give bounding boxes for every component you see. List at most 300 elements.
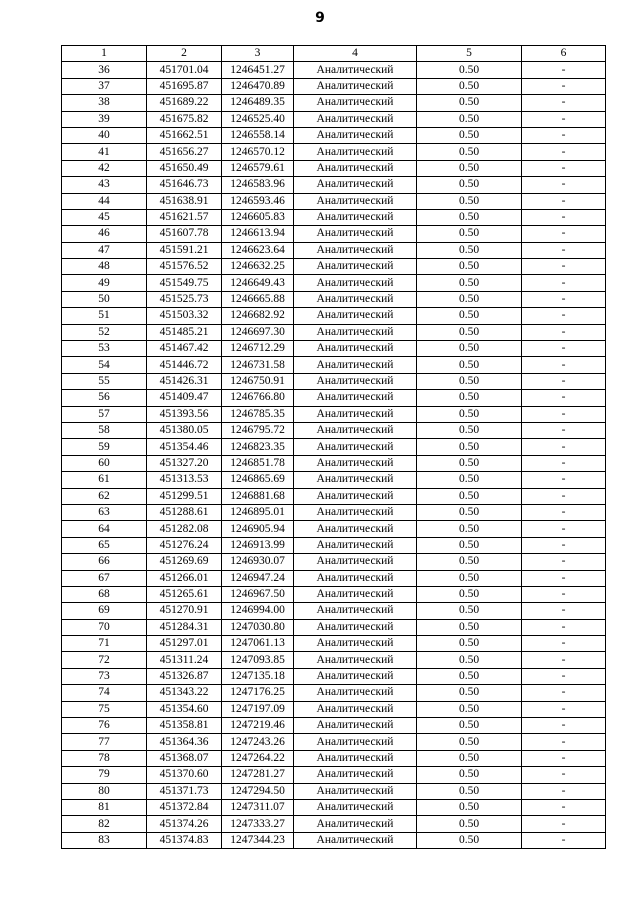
x-coordinate-cell: 451503.32 (147, 308, 222, 324)
y-coordinate-cell: 1246489.35 (222, 95, 294, 111)
y-coordinate-cell: 1246895.01 (222, 504, 294, 520)
method-cell: Аналитический (294, 95, 417, 111)
y-coordinate-cell: 1246665.88 (222, 291, 294, 307)
y-coordinate-cell: 1247281.27 (222, 767, 294, 783)
note-cell: - (522, 668, 606, 684)
method-cell: Аналитический (294, 341, 417, 357)
table-row (62, 111, 606, 127)
note-cell: - (522, 455, 606, 471)
note-cell: - (522, 783, 606, 799)
note-cell: - (522, 390, 606, 406)
accuracy-cell: 0.50 (417, 193, 522, 209)
accuracy-cell: 0.50 (417, 570, 522, 586)
point-number-cell: 66 (62, 554, 147, 570)
y-coordinate-cell: 1246865.69 (222, 472, 294, 488)
table-row (62, 422, 606, 438)
point-number-cell: 60 (62, 455, 147, 471)
method-cell: Аналитический (294, 816, 417, 832)
y-coordinate-cell: 1246558.14 (222, 127, 294, 143)
method-cell: Аналитический (294, 504, 417, 520)
x-coordinate-cell: 451374.26 (147, 816, 222, 832)
x-coordinate-cell: 451311.24 (147, 652, 222, 668)
accuracy-cell: 0.50 (417, 718, 522, 734)
point-number-cell: 81 (62, 799, 147, 815)
note-cell: - (522, 406, 606, 422)
method-cell: Аналитический (294, 111, 417, 127)
method-cell: Аналитический (294, 226, 417, 242)
method-cell: Аналитический (294, 521, 417, 537)
note-cell: - (522, 127, 606, 143)
accuracy-cell: 0.50 (417, 619, 522, 635)
y-coordinate-cell: 1247219.46 (222, 718, 294, 734)
y-coordinate-cell: 1246913.99 (222, 537, 294, 553)
point-number-cell: 82 (62, 816, 147, 832)
note-cell: - (522, 193, 606, 209)
y-coordinate-cell: 1246605.83 (222, 209, 294, 225)
note-cell: - (522, 275, 606, 291)
table-body (62, 62, 606, 849)
accuracy-cell: 0.50 (417, 341, 522, 357)
accuracy-cell: 0.50 (417, 537, 522, 553)
note-cell: - (522, 554, 606, 570)
note-cell: - (522, 685, 606, 701)
y-coordinate-cell: 1247311.07 (222, 799, 294, 815)
note-cell: - (522, 537, 606, 553)
accuracy-cell: 0.50 (417, 308, 522, 324)
point-number-cell: 78 (62, 750, 147, 766)
point-number-cell: 50 (62, 291, 147, 307)
table-row (62, 570, 606, 586)
column-header-2: 2 (147, 46, 222, 62)
method-cell: Аналитический (294, 767, 417, 783)
note-cell: - (522, 619, 606, 635)
table-row (62, 62, 606, 78)
point-number-cell: 57 (62, 406, 147, 422)
point-number-cell: 65 (62, 537, 147, 553)
method-cell: Аналитический (294, 603, 417, 619)
y-coordinate-cell: 1247197.09 (222, 701, 294, 717)
y-coordinate-cell: 1246881.68 (222, 488, 294, 504)
y-coordinate-cell: 1247243.26 (222, 734, 294, 750)
x-coordinate-cell: 451675.82 (147, 111, 222, 127)
point-number-cell: 76 (62, 718, 147, 734)
point-number-cell: 71 (62, 636, 147, 652)
method-cell: Аналитический (294, 78, 417, 94)
table-row (62, 144, 606, 160)
y-coordinate-cell: 1247344.23 (222, 832, 294, 848)
column-header-4: 4 (294, 46, 417, 62)
y-coordinate-cell: 1246947.24 (222, 570, 294, 586)
method-cell: Аналитический (294, 455, 417, 471)
point-number-cell: 62 (62, 488, 147, 504)
table-row (62, 554, 606, 570)
note-cell: - (522, 439, 606, 455)
method-cell: Аналитический (294, 750, 417, 766)
table-row (62, 537, 606, 553)
table-row (62, 439, 606, 455)
table-row (62, 504, 606, 520)
table-row (62, 603, 606, 619)
point-number-cell: 80 (62, 783, 147, 799)
table-row (62, 127, 606, 143)
x-coordinate-cell: 451313.53 (147, 472, 222, 488)
note-cell: - (522, 341, 606, 357)
x-coordinate-cell: 451426.31 (147, 373, 222, 389)
method-cell: Аналитический (294, 193, 417, 209)
x-coordinate-cell: 451282.08 (147, 521, 222, 537)
accuracy-cell: 0.50 (417, 488, 522, 504)
method-cell: Аналитический (294, 718, 417, 734)
x-coordinate-cell: 451591.21 (147, 242, 222, 258)
accuracy-cell: 0.50 (417, 95, 522, 111)
column-header-5: 5 (417, 46, 522, 62)
note-cell: - (522, 504, 606, 520)
note-cell: - (522, 78, 606, 94)
note-cell: - (522, 718, 606, 734)
method-cell: Аналитический (294, 537, 417, 553)
point-number-cell: 39 (62, 111, 147, 127)
note-cell: - (522, 767, 606, 783)
table-row (62, 750, 606, 766)
point-number-cell: 36 (62, 62, 147, 78)
y-coordinate-cell: 1246851.78 (222, 455, 294, 471)
y-coordinate-cell: 1246994.00 (222, 603, 294, 619)
table-row (62, 193, 606, 209)
table-row (62, 95, 606, 111)
y-coordinate-cell: 1246967.50 (222, 586, 294, 602)
note-cell: - (522, 209, 606, 225)
note-cell: - (522, 488, 606, 504)
x-coordinate-cell: 451689.22 (147, 95, 222, 111)
note-cell: - (522, 586, 606, 602)
note-cell: - (522, 472, 606, 488)
point-number-cell: 77 (62, 734, 147, 750)
method-cell: Аналитический (294, 570, 417, 586)
point-number-cell: 56 (62, 390, 147, 406)
point-number-cell: 38 (62, 95, 147, 111)
page-number: 9 (315, 10, 325, 26)
method-cell: Аналитический (294, 636, 417, 652)
table-row (62, 455, 606, 471)
method-cell: Аналитический (294, 701, 417, 717)
y-coordinate-cell: 1246583.96 (222, 177, 294, 193)
table-row (62, 390, 606, 406)
note-cell: - (522, 570, 606, 586)
note-cell: - (522, 291, 606, 307)
method-cell: Аналитический (294, 554, 417, 570)
x-coordinate-cell: 451549.75 (147, 275, 222, 291)
note-cell: - (522, 324, 606, 340)
x-coordinate-cell: 451354.60 (147, 701, 222, 717)
accuracy-cell: 0.50 (417, 373, 522, 389)
point-number-cell: 37 (62, 78, 147, 94)
note-cell: - (522, 62, 606, 78)
note-cell: - (522, 750, 606, 766)
accuracy-cell: 0.50 (417, 685, 522, 701)
note-cell: - (522, 603, 606, 619)
table-row (62, 406, 606, 422)
note-cell: - (522, 160, 606, 176)
x-coordinate-cell: 451662.51 (147, 127, 222, 143)
x-coordinate-cell: 451607.78 (147, 226, 222, 242)
y-coordinate-cell: 1246570.12 (222, 144, 294, 160)
x-coordinate-cell: 451638.91 (147, 193, 222, 209)
x-coordinate-cell: 451446.72 (147, 357, 222, 373)
point-number-cell: 44 (62, 193, 147, 209)
table-row (62, 619, 606, 635)
method-cell: Аналитический (294, 259, 417, 275)
accuracy-cell: 0.50 (417, 652, 522, 668)
point-number-cell: 68 (62, 586, 147, 602)
y-coordinate-cell: 1246623.64 (222, 242, 294, 258)
note-cell: - (522, 373, 606, 389)
note-cell: - (522, 636, 606, 652)
table-row (62, 832, 606, 848)
column-header-6: 6 (522, 46, 606, 62)
y-coordinate-cell: 1246712.29 (222, 341, 294, 357)
table-row (62, 521, 606, 537)
accuracy-cell: 0.50 (417, 62, 522, 78)
x-coordinate-cell: 451354.46 (147, 439, 222, 455)
column-header-3: 3 (222, 46, 294, 62)
table-row (62, 160, 606, 176)
table-row (62, 767, 606, 783)
table-row (62, 816, 606, 832)
point-number-cell: 58 (62, 422, 147, 438)
point-number-cell: 41 (62, 144, 147, 160)
x-coordinate-cell: 451650.49 (147, 160, 222, 176)
y-coordinate-cell: 1246823.35 (222, 439, 294, 455)
method-cell: Аналитический (294, 324, 417, 340)
accuracy-cell: 0.50 (417, 504, 522, 520)
method-cell: Аналитический (294, 783, 417, 799)
table-row (62, 341, 606, 357)
accuracy-cell: 0.50 (417, 406, 522, 422)
y-coordinate-cell: 1246593.46 (222, 193, 294, 209)
point-number-cell: 83 (62, 832, 147, 848)
y-coordinate-cell: 1246632.25 (222, 259, 294, 275)
table-row (62, 373, 606, 389)
y-coordinate-cell: 1246750.91 (222, 373, 294, 389)
method-cell: Аналитический (294, 291, 417, 307)
note-cell: - (522, 521, 606, 537)
point-number-cell: 79 (62, 767, 147, 783)
point-number-cell: 72 (62, 652, 147, 668)
accuracy-cell: 0.50 (417, 390, 522, 406)
accuracy-cell: 0.50 (417, 324, 522, 340)
x-coordinate-cell: 451621.57 (147, 209, 222, 225)
y-coordinate-cell: 1247030.80 (222, 619, 294, 635)
note-cell: - (522, 177, 606, 193)
accuracy-cell: 0.50 (417, 472, 522, 488)
method-cell: Аналитический (294, 439, 417, 455)
accuracy-cell: 0.50 (417, 127, 522, 143)
point-number-cell: 69 (62, 603, 147, 619)
x-coordinate-cell: 451576.52 (147, 259, 222, 275)
y-coordinate-cell: 1246579.61 (222, 160, 294, 176)
accuracy-cell: 0.50 (417, 767, 522, 783)
table-row (62, 799, 606, 815)
note-cell: - (522, 799, 606, 815)
y-coordinate-cell: 1247061.13 (222, 636, 294, 652)
x-coordinate-cell: 451270.91 (147, 603, 222, 619)
point-number-cell: 45 (62, 209, 147, 225)
accuracy-cell: 0.50 (417, 554, 522, 570)
method-cell: Аналитический (294, 160, 417, 176)
method-cell: Аналитический (294, 144, 417, 160)
table-row (62, 718, 606, 734)
y-coordinate-cell: 1247093.85 (222, 652, 294, 668)
accuracy-cell: 0.50 (417, 586, 522, 602)
table-header-row (62, 46, 606, 62)
point-number-cell: 49 (62, 275, 147, 291)
point-number-cell: 47 (62, 242, 147, 258)
point-number-cell: 42 (62, 160, 147, 176)
x-coordinate-cell: 451525.73 (147, 291, 222, 307)
table-row (62, 226, 606, 242)
y-coordinate-cell: 1247333.27 (222, 816, 294, 832)
method-cell: Аналитический (294, 209, 417, 225)
x-coordinate-cell: 451358.81 (147, 718, 222, 734)
x-coordinate-cell: 451326.87 (147, 668, 222, 684)
accuracy-cell: 0.50 (417, 209, 522, 225)
y-coordinate-cell: 1246470.89 (222, 78, 294, 94)
accuracy-cell: 0.50 (417, 144, 522, 160)
method-cell: Аналитический (294, 177, 417, 193)
table-row (62, 259, 606, 275)
point-number-cell: 53 (62, 341, 147, 357)
point-number-cell: 67 (62, 570, 147, 586)
accuracy-cell: 0.50 (417, 521, 522, 537)
method-cell: Аналитический (294, 734, 417, 750)
accuracy-cell: 0.50 (417, 291, 522, 307)
point-number-cell: 73 (62, 668, 147, 684)
table-row (62, 668, 606, 684)
table-row (62, 357, 606, 373)
x-coordinate-cell: 451646.73 (147, 177, 222, 193)
note-cell: - (522, 308, 606, 324)
y-coordinate-cell: 1246613.94 (222, 226, 294, 242)
method-cell: Аналитический (294, 275, 417, 291)
method-cell: Аналитический (294, 488, 417, 504)
note-cell: - (522, 832, 606, 848)
method-cell: Аналитический (294, 242, 417, 258)
point-number-cell: 48 (62, 259, 147, 275)
x-coordinate-cell: 451409.47 (147, 390, 222, 406)
table-row (62, 291, 606, 307)
x-coordinate-cell: 451288.61 (147, 504, 222, 520)
point-number-cell: 52 (62, 324, 147, 340)
accuracy-cell: 0.50 (417, 78, 522, 94)
y-coordinate-cell: 1246785.35 (222, 406, 294, 422)
table-row (62, 586, 606, 602)
x-coordinate-cell: 451374.83 (147, 832, 222, 848)
accuracy-cell: 0.50 (417, 357, 522, 373)
y-coordinate-cell: 1246905.94 (222, 521, 294, 537)
note-cell: - (522, 701, 606, 717)
x-coordinate-cell: 451372.84 (147, 799, 222, 815)
method-cell: Аналитический (294, 390, 417, 406)
accuracy-cell: 0.50 (417, 111, 522, 127)
x-coordinate-cell: 451364.36 (147, 734, 222, 750)
method-cell: Аналитический (294, 422, 417, 438)
method-cell: Аналитический (294, 472, 417, 488)
accuracy-cell: 0.50 (417, 455, 522, 471)
method-cell: Аналитический (294, 308, 417, 324)
x-coordinate-cell: 451297.01 (147, 636, 222, 652)
note-cell: - (522, 422, 606, 438)
method-cell: Аналитический (294, 668, 417, 684)
note-cell: - (522, 144, 606, 160)
method-cell: Аналитический (294, 373, 417, 389)
x-coordinate-cell: 451276.24 (147, 537, 222, 553)
method-cell: Аналитический (294, 685, 417, 701)
x-coordinate-cell: 451370.60 (147, 767, 222, 783)
x-coordinate-cell: 451299.51 (147, 488, 222, 504)
x-coordinate-cell: 451371.73 (147, 783, 222, 799)
table-row (62, 685, 606, 701)
note-cell: - (522, 226, 606, 242)
table-row (62, 275, 606, 291)
point-number-cell: 54 (62, 357, 147, 373)
point-number-cell: 40 (62, 127, 147, 143)
point-number-cell: 46 (62, 226, 147, 242)
x-coordinate-cell: 451265.61 (147, 586, 222, 602)
method-cell: Аналитический (294, 586, 417, 602)
column-header-1: 1 (62, 46, 147, 62)
table-row (62, 324, 606, 340)
y-coordinate-cell: 1246682.92 (222, 308, 294, 324)
point-number-cell: 75 (62, 701, 147, 717)
accuracy-cell: 0.50 (417, 177, 522, 193)
point-number-cell: 51 (62, 308, 147, 324)
y-coordinate-cell: 1246731.58 (222, 357, 294, 373)
accuracy-cell: 0.50 (417, 160, 522, 176)
accuracy-cell: 0.50 (417, 439, 522, 455)
x-coordinate-cell: 451266.01 (147, 570, 222, 586)
point-number-cell: 64 (62, 521, 147, 537)
y-coordinate-cell: 1246795.72 (222, 422, 294, 438)
point-number-cell: 74 (62, 685, 147, 701)
table-row (62, 701, 606, 717)
table-row (62, 308, 606, 324)
y-coordinate-cell: 1246525.40 (222, 111, 294, 127)
method-cell: Аналитический (294, 619, 417, 635)
x-coordinate-cell: 451701.04 (147, 62, 222, 78)
table-row (62, 488, 606, 504)
accuracy-cell: 0.50 (417, 422, 522, 438)
y-coordinate-cell: 1246697.30 (222, 324, 294, 340)
method-cell: Аналитический (294, 799, 417, 815)
table-row (62, 636, 606, 652)
note-cell: - (522, 816, 606, 832)
accuracy-cell: 0.50 (417, 603, 522, 619)
note-cell: - (522, 242, 606, 258)
table-row (62, 209, 606, 225)
y-coordinate-cell: 1247294.50 (222, 783, 294, 799)
x-coordinate-cell: 451393.56 (147, 406, 222, 422)
accuracy-cell: 0.50 (417, 799, 522, 815)
note-cell: - (522, 652, 606, 668)
y-coordinate-cell: 1247176.25 (222, 685, 294, 701)
y-coordinate-cell: 1246930.07 (222, 554, 294, 570)
accuracy-cell: 0.50 (417, 750, 522, 766)
y-coordinate-cell: 1247264.22 (222, 750, 294, 766)
accuracy-cell: 0.50 (417, 701, 522, 717)
accuracy-cell: 0.50 (417, 226, 522, 242)
y-coordinate-cell: 1246649.43 (222, 275, 294, 291)
accuracy-cell: 0.50 (417, 275, 522, 291)
